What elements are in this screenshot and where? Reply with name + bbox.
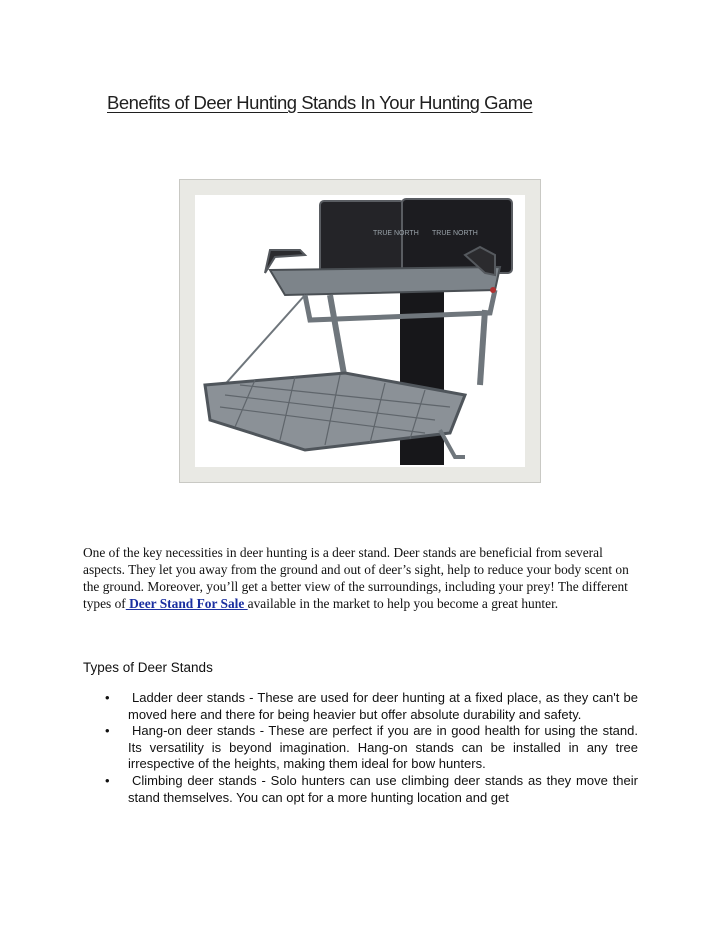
product-photo-frame	[179, 179, 541, 483]
stand-types-list	[83, 690, 638, 806]
right-support-arm	[480, 310, 485, 385]
list-item	[83, 773, 638, 806]
intro-text-end: available in the market to help you become a great hunter.	[247, 596, 559, 611]
list-item	[83, 690, 638, 723]
intro-text: One of the key necessities in deer hunting is a deer stand. Deer stands are beneficial from several aspects. They let you away from the ground and out of deer’s sight, help to reduce your body scent on the ground. Moreover, you’ll get a better view of the surroundings, including your prey! The different types of	[83, 545, 629, 611]
deer-stand-for-sale-link[interactable]: Deer Stand For Sale	[125, 596, 248, 611]
logo-text-left: TRUE NORTH	[373, 230, 419, 237]
left-support-arm	[330, 295, 345, 380]
list-item	[83, 723, 638, 773]
list-item-text: Climbing deer stands - Solo hunters can use climbing deer stands as they move their stand themselves. You can opt for a more hunting location and get	[128, 772, 638, 805]
bullet-icon: •	[105, 772, 110, 788]
deer-stand-illustration	[195, 195, 525, 467]
bullet-icon: •	[105, 723, 110, 739]
seat-back-left	[320, 201, 404, 275]
strap-cable	[220, 295, 305, 390]
deer-stand-photo	[195, 195, 525, 467]
logo-text-right: TRUE NORTH	[432, 230, 478, 237]
seat-frame	[270, 267, 500, 295]
page-title: Benefits of Deer Hunting Stands In Your Hunting Game	[107, 92, 533, 113]
list-item-text: Hang-on deer stands - These are perfect if you are in good health for using the stand. Its versatility is beyond imagination. Hang-on stands can be installed in any tree irrespective of the heights, making them ideal for bow hunters.	[128, 723, 638, 772]
list-item-text: Ladder deer stands - These are used for deer hunting at a fixed place, as they can't be moved here and there for being heavier but offer absolute durability and safety.	[128, 690, 638, 722]
bullet-icon: •	[105, 690, 110, 705]
red-bolt	[490, 287, 496, 293]
intro-paragraph	[83, 544, 643, 612]
section-heading: Types of Deer Stands	[83, 660, 213, 675]
